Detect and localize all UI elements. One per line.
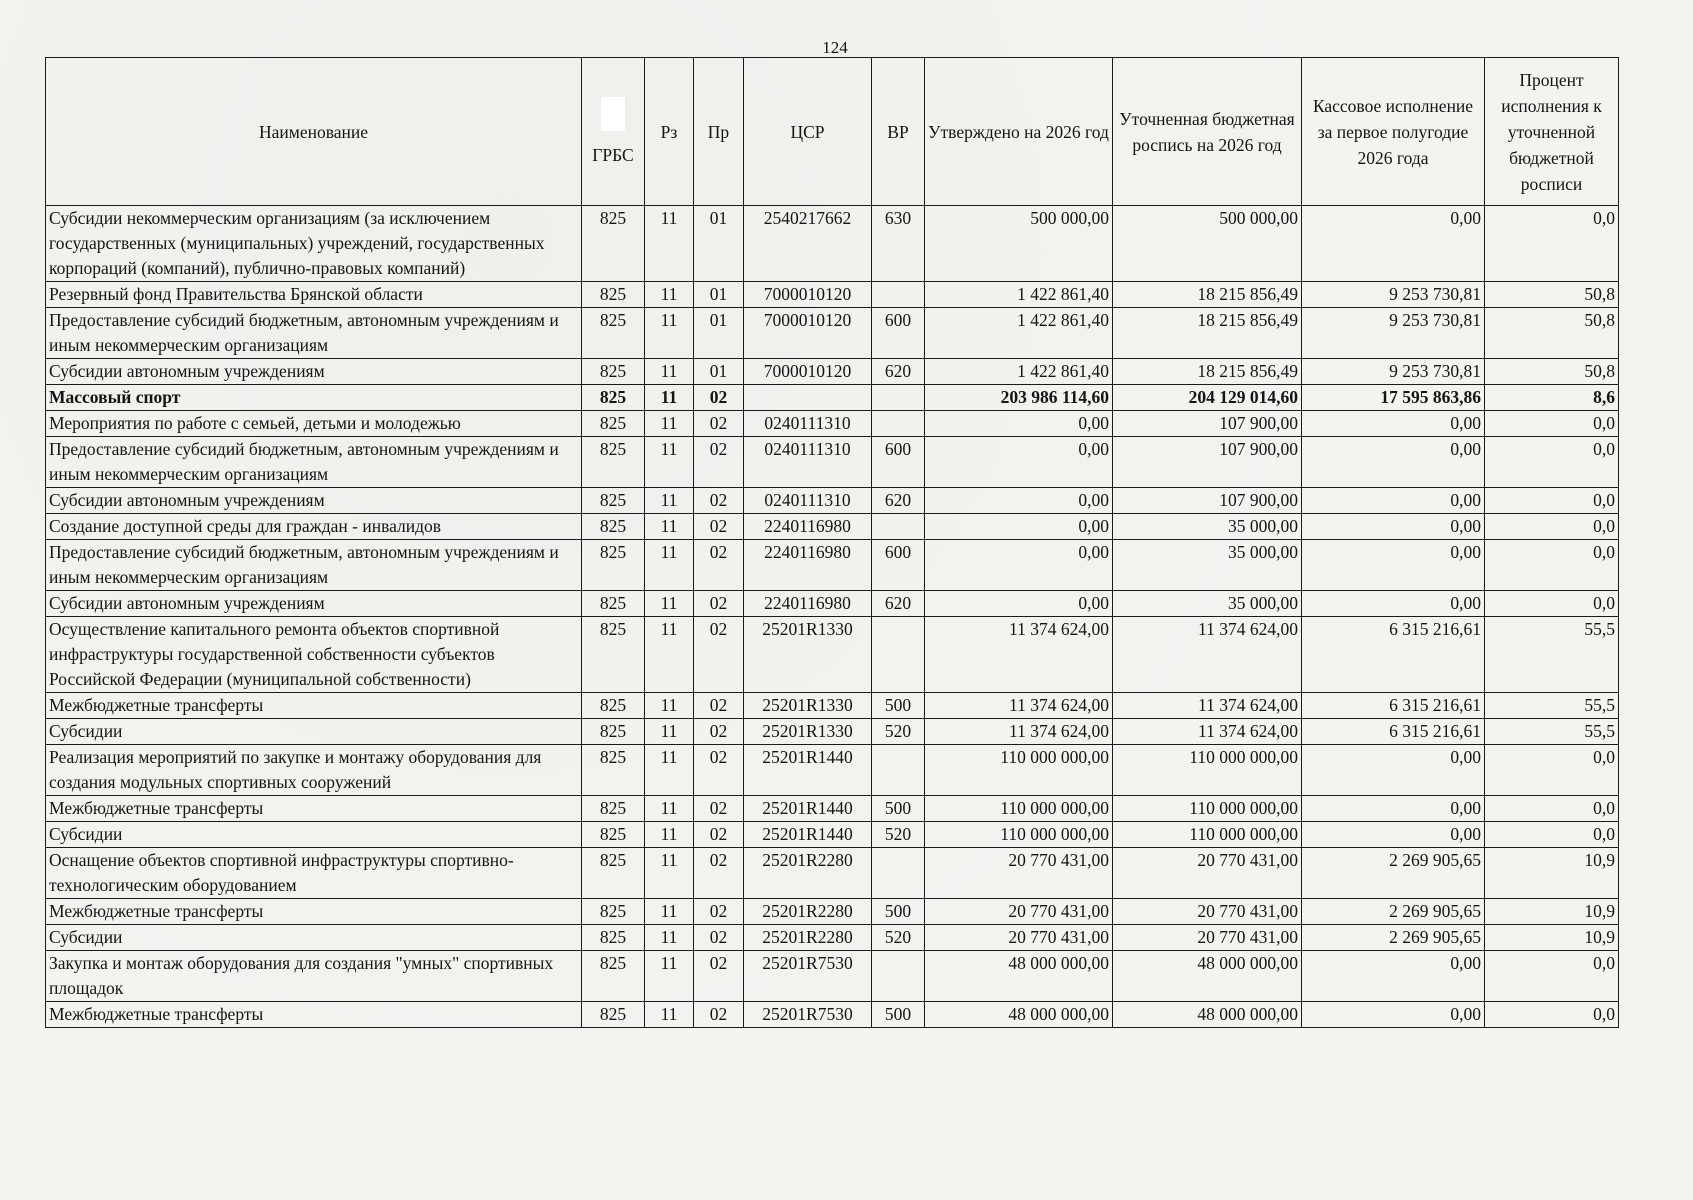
cell-csr: 25201R1330 [744, 617, 872, 693]
cell-name: Субсидии [46, 925, 582, 951]
cell-percent: 50,8 [1485, 282, 1619, 308]
cell-percent: 0,0 [1485, 796, 1619, 822]
cell-vr: 500 [872, 693, 925, 719]
cell-rz: 11 [645, 437, 694, 488]
cell-updated: 20 770 431,00 [1113, 848, 1302, 899]
cell-cash: 17 595 863,86 [1302, 385, 1485, 411]
cell-csr: 25201R1330 [744, 693, 872, 719]
cell-name: Предоставление субсидий бюджетным, автономным учреждениям и иным некоммерческим организациям [46, 308, 582, 359]
cell-rz: 11 [645, 745, 694, 796]
cell-name: Закупка и монтаж оборудования для создания "умных" спортивных площадок [46, 951, 582, 1002]
cell-cash: 0,00 [1302, 206, 1485, 282]
cell-updated: 204 129 014,60 [1113, 385, 1302, 411]
cell-approved: 0,00 [925, 488, 1113, 514]
cell-csr: 7000010120 [744, 359, 872, 385]
cell-updated: 35 000,00 [1113, 591, 1302, 617]
cell-grbs: 825 [582, 282, 645, 308]
cell-approved: 500 000,00 [925, 206, 1113, 282]
cell-approved: 20 770 431,00 [925, 925, 1113, 951]
cell-cash: 0,00 [1302, 1002, 1485, 1028]
table-row [46, 617, 1619, 693]
cell-name: Массовый спорт [46, 385, 582, 411]
cell-percent: 10,9 [1485, 925, 1619, 951]
cell-name: Субсидии автономным учреждениям [46, 359, 582, 385]
cell-grbs: 825 [582, 617, 645, 693]
cell-grbs: 825 [582, 411, 645, 437]
table-row [46, 591, 1619, 617]
cell-csr: 25201R7530 [744, 951, 872, 1002]
cell-approved: 0,00 [925, 514, 1113, 540]
cell-pr: 02 [694, 540, 744, 591]
cell-cash: 2 269 905,65 [1302, 848, 1485, 899]
redaction-box [600, 96, 626, 132]
cell-updated: 110 000 000,00 [1113, 822, 1302, 848]
cell-updated: 110 000 000,00 [1113, 796, 1302, 822]
cell-pr: 01 [694, 308, 744, 359]
cell-approved: 110 000 000,00 [925, 745, 1113, 796]
cell-rz: 11 [645, 1002, 694, 1028]
cell-grbs: 825 [582, 899, 645, 925]
cell-percent: 0,0 [1485, 951, 1619, 1002]
table-row [46, 308, 1619, 359]
cell-rz: 11 [645, 617, 694, 693]
cell-updated: 500 000,00 [1113, 206, 1302, 282]
cell-percent: 0,0 [1485, 488, 1619, 514]
cell-percent: 0,0 [1485, 745, 1619, 796]
cell-rz: 11 [645, 514, 694, 540]
cell-pr: 02 [694, 411, 744, 437]
cell-cash: 2 269 905,65 [1302, 925, 1485, 951]
cell-csr: 25201R1440 [744, 796, 872, 822]
budget-execution-table [45, 57, 1619, 1028]
cell-pr: 02 [694, 693, 744, 719]
cell-csr [744, 385, 872, 411]
cell-vr [872, 745, 925, 796]
cell-updated: 11 374 624,00 [1113, 617, 1302, 693]
cell-cash: 0,00 [1302, 437, 1485, 488]
cell-pr: 02 [694, 488, 744, 514]
cell-updated: 20 770 431,00 [1113, 925, 1302, 951]
cell-rz: 11 [645, 899, 694, 925]
cell-rz: 11 [645, 693, 694, 719]
cell-vr: 520 [872, 822, 925, 848]
header-rz: Рз [645, 58, 694, 206]
cell-csr: 2240116980 [744, 514, 872, 540]
cell-pr: 02 [694, 796, 744, 822]
cell-percent: 55,5 [1485, 719, 1619, 745]
table-row [46, 925, 1619, 951]
cell-rz: 11 [645, 719, 694, 745]
page-number: 124 [822, 38, 848, 57]
cell-updated: 107 900,00 [1113, 437, 1302, 488]
cell-grbs: 825 [582, 951, 645, 1002]
cell-name: Предоставление субсидий бюджетным, автономным учреждениям и иным некоммерческим организациям [46, 437, 582, 488]
cell-percent: 10,9 [1485, 899, 1619, 925]
cell-updated: 35 000,00 [1113, 540, 1302, 591]
cell-updated: 107 900,00 [1113, 411, 1302, 437]
cell-rz: 11 [645, 925, 694, 951]
cell-csr: 0240111310 [744, 437, 872, 488]
cell-percent: 0,0 [1485, 1002, 1619, 1028]
header-vr: ВР [872, 58, 925, 206]
cell-grbs: 825 [582, 745, 645, 796]
cell-name: Предоставление субсидий бюджетным, автономным учреждениям и иным некоммерческим организациям [46, 540, 582, 591]
cell-name: Субсидии [46, 822, 582, 848]
table-row [46, 693, 1619, 719]
cell-grbs: 825 [582, 848, 645, 899]
cell-cash: 0,00 [1302, 488, 1485, 514]
cell-updated: 35 000,00 [1113, 514, 1302, 540]
cell-cash: 0,00 [1302, 591, 1485, 617]
header-name: Наименование [46, 58, 582, 206]
cell-csr: 25201R1440 [744, 745, 872, 796]
cell-vr: 520 [872, 925, 925, 951]
cell-rz: 11 [645, 951, 694, 1002]
cell-approved: 110 000 000,00 [925, 822, 1113, 848]
cell-approved: 11 374 624,00 [925, 617, 1113, 693]
cell-pr: 02 [694, 617, 744, 693]
cell-grbs: 825 [582, 822, 645, 848]
cell-name: Резервный фонд Правительства Брянской области [46, 282, 582, 308]
table-row [46, 514, 1619, 540]
cell-pr: 02 [694, 1002, 744, 1028]
cell-percent: 0,0 [1485, 411, 1619, 437]
cell-grbs: 825 [582, 206, 645, 282]
table-row [46, 719, 1619, 745]
cell-vr: 520 [872, 719, 925, 745]
cell-csr: 25201R2280 [744, 925, 872, 951]
cell-percent: 55,5 [1485, 617, 1619, 693]
cell-csr: 2240116980 [744, 591, 872, 617]
cell-csr: 2540217662 [744, 206, 872, 282]
cell-cash: 6 315 216,61 [1302, 693, 1485, 719]
cell-pr: 01 [694, 282, 744, 308]
cell-csr: 25201R2280 [744, 899, 872, 925]
cell-approved: 1 422 861,40 [925, 282, 1113, 308]
table-row [46, 437, 1619, 488]
cell-rz: 11 [645, 385, 694, 411]
cell-vr: 600 [872, 437, 925, 488]
table-row [46, 822, 1619, 848]
cell-updated: 11 374 624,00 [1113, 719, 1302, 745]
cell-percent: 0,0 [1485, 514, 1619, 540]
cell-pr: 01 [694, 206, 744, 282]
cell-pr: 02 [694, 925, 744, 951]
cell-approved: 11 374 624,00 [925, 719, 1113, 745]
cell-percent: 0,0 [1485, 437, 1619, 488]
cell-updated: 48 000 000,00 [1113, 1002, 1302, 1028]
cell-csr: 25201R2280 [744, 848, 872, 899]
table-row [46, 1002, 1619, 1028]
cell-grbs: 825 [582, 488, 645, 514]
cell-pr: 02 [694, 848, 744, 899]
cell-updated: 110 000 000,00 [1113, 745, 1302, 796]
cell-vr: 500 [872, 796, 925, 822]
cell-rz: 11 [645, 206, 694, 282]
header-grbs-cell [582, 58, 645, 206]
cell-vr: 620 [872, 488, 925, 514]
cell-grbs: 825 [582, 591, 645, 617]
cell-rz: 11 [645, 796, 694, 822]
cell-approved: 0,00 [925, 540, 1113, 591]
table-header-row [46, 58, 1619, 206]
cell-approved: 0,00 [925, 437, 1113, 488]
table-row [46, 411, 1619, 437]
cell-cash: 0,00 [1302, 514, 1485, 540]
cell-vr: 620 [872, 359, 925, 385]
cell-rz: 11 [645, 282, 694, 308]
cell-rz: 11 [645, 848, 694, 899]
cell-grbs: 825 [582, 437, 645, 488]
cell-approved: 20 770 431,00 [925, 899, 1113, 925]
cell-pr: 02 [694, 385, 744, 411]
cell-vr [872, 514, 925, 540]
header-updated: Уточненная бюджетная роспись на 2026 год [1113, 58, 1302, 206]
cell-csr: 25201R1440 [744, 822, 872, 848]
cell-approved: 110 000 000,00 [925, 796, 1113, 822]
cell-percent: 55,5 [1485, 693, 1619, 719]
cell-rz: 11 [645, 540, 694, 591]
cell-vr: 600 [872, 540, 925, 591]
cell-csr: 25201R7530 [744, 1002, 872, 1028]
cell-name: Субсидии автономным учреждениям [46, 488, 582, 514]
cell-rz: 11 [645, 359, 694, 385]
cell-updated: 20 770 431,00 [1113, 899, 1302, 925]
cell-updated: 107 900,00 [1113, 488, 1302, 514]
table-row [46, 488, 1619, 514]
cell-approved: 1 422 861,40 [925, 359, 1113, 385]
cell-pr: 01 [694, 359, 744, 385]
cell-grbs: 825 [582, 359, 645, 385]
header-approved: Утверждено на 2026 год [925, 58, 1113, 206]
cell-vr: 600 [872, 308, 925, 359]
cell-csr: 7000010120 [744, 282, 872, 308]
table-row [46, 899, 1619, 925]
cell-csr: 2240116980 [744, 540, 872, 591]
cell-grbs: 825 [582, 796, 645, 822]
cell-updated: 18 215 856,49 [1113, 308, 1302, 359]
cell-cash: 6 315 216,61 [1302, 719, 1485, 745]
cell-vr: 630 [872, 206, 925, 282]
cell-pr: 02 [694, 899, 744, 925]
cell-approved: 1 422 861,40 [925, 308, 1113, 359]
cell-name: Оснащение объектов спортивной инфраструктуры спортивно-технологическим оборудованием [46, 848, 582, 899]
cell-grbs: 825 [582, 385, 645, 411]
table-row [46, 796, 1619, 822]
cell-cash: 0,00 [1302, 411, 1485, 437]
cell-rz: 11 [645, 308, 694, 359]
cell-cash: 0,00 [1302, 796, 1485, 822]
cell-approved: 48 000 000,00 [925, 1002, 1113, 1028]
cell-approved: 11 374 624,00 [925, 693, 1113, 719]
cell-cash: 9 253 730,81 [1302, 359, 1485, 385]
cell-percent: 0,0 [1485, 206, 1619, 282]
cell-approved: 203 986 114,60 [925, 385, 1113, 411]
cell-name: Осуществление капитального ремонта объектов спортивной инфраструктуры государственной собственности субъектов Российской Федерации (муниципальной собственности) [46, 617, 582, 693]
cell-approved: 0,00 [925, 411, 1113, 437]
cell-approved: 0,00 [925, 591, 1113, 617]
cell-cash: 6 315 216,61 [1302, 617, 1485, 693]
cell-cash: 0,00 [1302, 822, 1485, 848]
cell-rz: 11 [645, 411, 694, 437]
cell-percent: 50,8 [1485, 359, 1619, 385]
cell-grbs: 825 [582, 719, 645, 745]
cell-name: Субсидии [46, 719, 582, 745]
cell-percent: 0,0 [1485, 591, 1619, 617]
cell-name: Реализация мероприятий по закупке и монтажу оборудования для создания модульных спортивных сооружений [46, 745, 582, 796]
cell-name: Межбюджетные трансферты [46, 693, 582, 719]
header-csr: ЦСР [744, 58, 872, 206]
cell-grbs: 825 [582, 693, 645, 719]
cell-name: Субсидии автономным учреждениям [46, 591, 582, 617]
cell-vr [872, 282, 925, 308]
cell-pr: 02 [694, 437, 744, 488]
cell-cash: 9 253 730,81 [1302, 308, 1485, 359]
table-row [46, 206, 1619, 282]
cell-vr: 500 [872, 899, 925, 925]
cell-csr: 25201R1330 [744, 719, 872, 745]
cell-percent: 10,9 [1485, 848, 1619, 899]
cell-updated: 48 000 000,00 [1113, 951, 1302, 1002]
cell-rz: 11 [645, 822, 694, 848]
cell-grbs: 825 [582, 540, 645, 591]
cell-grbs: 825 [582, 925, 645, 951]
cell-vr: 620 [872, 591, 925, 617]
cell-cash: 9 253 730,81 [1302, 282, 1485, 308]
cell-percent: 0,0 [1485, 540, 1619, 591]
cell-name: Субсидии некоммерческим организациям (за исключением государственных (муниципальных) учреждений, государственных корпораций (компаний), публично-правовых компаний) [46, 206, 582, 282]
cell-rz: 11 [645, 488, 694, 514]
cell-percent: 8,6 [1485, 385, 1619, 411]
table-row [46, 282, 1619, 308]
cell-cash: 0,00 [1302, 951, 1485, 1002]
table-row [46, 951, 1619, 1002]
cell-csr: 0240111310 [744, 411, 872, 437]
cell-vr [872, 411, 925, 437]
cell-name: Межбюджетные трансферты [46, 899, 582, 925]
cell-vr [872, 848, 925, 899]
table-row [46, 385, 1619, 411]
cell-name: Межбюджетные трансферты [46, 1002, 582, 1028]
table-row [46, 745, 1619, 796]
cell-approved: 48 000 000,00 [925, 951, 1113, 1002]
cell-name: Мероприятия по работе с семьей, детьми и молодежью [46, 411, 582, 437]
cell-pr: 02 [694, 951, 744, 1002]
cell-updated: 18 215 856,49 [1113, 282, 1302, 308]
header-cash: Кассовое исполнение за первое полугодие 2026 года [1302, 58, 1485, 206]
cell-pr: 02 [694, 591, 744, 617]
cell-name: Межбюджетные трансферты [46, 796, 582, 822]
cell-name: Создание доступной среды для граждан - инвалидов [46, 514, 582, 540]
cell-cash: 0,00 [1302, 745, 1485, 796]
cell-pr: 02 [694, 719, 744, 745]
cell-percent: 0,0 [1485, 822, 1619, 848]
cell-pr: 02 [694, 822, 744, 848]
cell-csr: 7000010120 [744, 308, 872, 359]
cell-approved: 20 770 431,00 [925, 848, 1113, 899]
cell-pr: 02 [694, 745, 744, 796]
cell-cash: 0,00 [1302, 540, 1485, 591]
cell-vr [872, 617, 925, 693]
cell-percent: 50,8 [1485, 308, 1619, 359]
cell-grbs: 825 [582, 308, 645, 359]
cell-vr: 500 [872, 1002, 925, 1028]
table-row [46, 848, 1619, 899]
cell-grbs: 825 [582, 514, 645, 540]
header-percent: Процент исполнения к уточненной бюджетной росписи [1485, 58, 1619, 206]
cell-updated: 11 374 624,00 [1113, 693, 1302, 719]
cell-vr [872, 385, 925, 411]
cell-cash: 2 269 905,65 [1302, 899, 1485, 925]
cell-vr [872, 951, 925, 1002]
cell-pr: 02 [694, 514, 744, 540]
cell-csr: 0240111310 [744, 488, 872, 514]
table-row [46, 359, 1619, 385]
cell-updated: 18 215 856,49 [1113, 359, 1302, 385]
table-row [46, 540, 1619, 591]
cell-grbs: 825 [582, 1002, 645, 1028]
cell-rz: 11 [645, 591, 694, 617]
table-body [46, 206, 1619, 1028]
header-grbs: ГРБС [592, 144, 634, 165]
header-pr: Пр [694, 58, 744, 206]
